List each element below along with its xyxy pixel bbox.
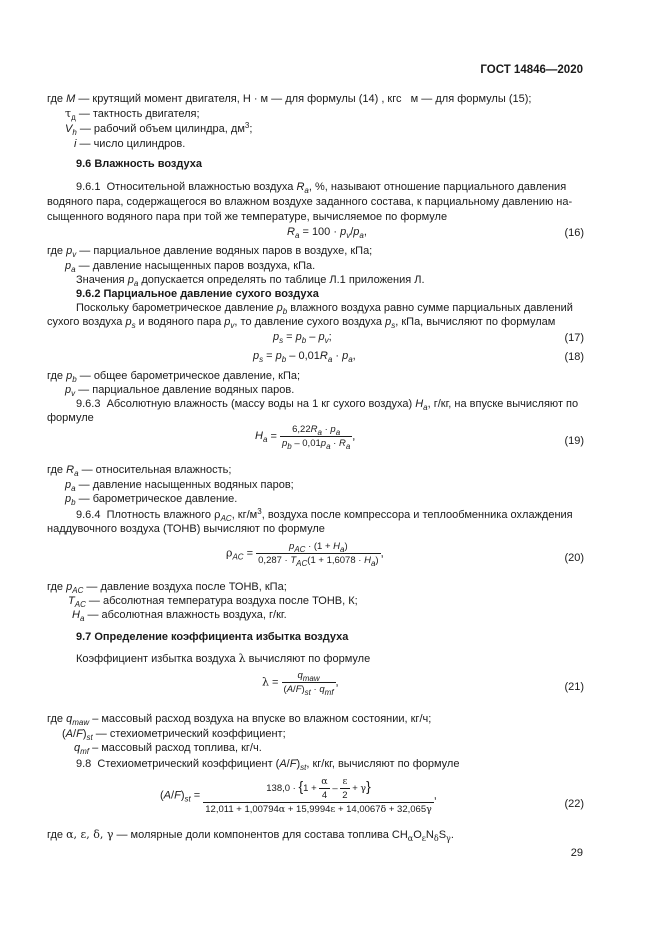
text-line: где $p_b$ — общее барометрическое давление, кПа; (47, 370, 301, 384)
equation-number: (16) (564, 227, 584, 239)
equation-18: $p_s = p_b - 0,01R_a \cdot p_a$, (253, 350, 356, 364)
equation-20: $\rho_{AC}$ = $\frac{p_{AC} \cdot (1 + H_a)}{0,287 \cdot T_{AC}(1 + 1,6078 \cdot H_a)}$ , (226, 541, 384, 568)
text-line: $H_a$ — абсолютная влажность воздуха, г/кг. (72, 609, 287, 623)
text-line: $\tau_д$ — тактность двигателя; (65, 107, 200, 122)
text-line: 9.6.3 Абсолютную влажность (массу воды на 1 кг сухого воздуха) $H_a$, г/кг, на впуске вычисляют по (76, 398, 579, 412)
section-heading: 9.6 Влажность воздуха (76, 158, 203, 170)
text-line: i — число цилиндров. (74, 138, 186, 150)
text-line: 9.8 Стехиометрический коэффициент $(A/F)_{st}$, кг/кг, вычисляют по формуле (76, 758, 460, 772)
text-line: $V_h$ — рабочий объем цилиндра, $дм^3$; (65, 121, 253, 137)
text-line: где $p_v$ — парциальное давление водяных паров в воздухе, кПа; (47, 245, 373, 259)
standard-number: ГОСТ 14846—2020 (480, 64, 583, 76)
text-line: Значения $p_a$ допускается определять по таблице Л.1 приложения Л. (76, 274, 425, 288)
text-line: Коэффициент избытка воздуха λ вычисляют по формуле (76, 652, 371, 665)
text-line: водяного пара, содержащегося во влажном воздухе заданного состава, к парциальному давлению на- (47, 196, 573, 208)
text-line: формуле (47, 412, 94, 424)
text-line: сухого воздуха $p_s$ и водяного пара $p_v$, то давление сухого воздуха $p_s$, кПа, вычисляют по формулам (47, 316, 556, 330)
equation-17: $p_s = p_b - p_v$; (273, 331, 332, 345)
text-line: $p_v$ — парциальное давление водяных паров. (65, 384, 295, 398)
text-line: где $p_{AC}$ — давление воздуха после ТОНВ, кПа; (47, 581, 287, 595)
equation-16: $R_a = 100 \cdot p_v/p_a$, (287, 226, 367, 240)
text-line: где M — крутящий момент двигателя, Н · м — для формулы (14) , кгс м — для формулы (15); (47, 93, 532, 105)
text-line: $T_{AC}$ — абсолютная температура воздуха после ТОНВ, К; (68, 595, 358, 609)
text-line: наддувочного воздуха (ТОНВ) вычисляют по формуле (47, 523, 325, 535)
equation-number: (21) (564, 681, 584, 693)
text-line: сыщенного водяного пара при той же температуре, вычисляемое по формуле (47, 211, 448, 223)
equation-number: (22) (564, 798, 584, 810)
equation-number: (17) (564, 332, 584, 344)
text-line: $p_a$ — давление насыщенных водяных паров; (65, 479, 294, 493)
equation-21: λ = $\frac{q_{maw}}{(A/F)_{st} \cdot q_{mf}}$ , (262, 670, 339, 697)
equation-19: $H_a$ = $\frac{6,22R_a \cdot p_a}{p_b - 0,01p_a \cdot R_a}$ , (255, 424, 356, 451)
equation-number: (18) (564, 351, 584, 363)
equation-number: (20) (564, 552, 584, 564)
page-number: 29 (570, 847, 583, 859)
text-line: 9.6.1 Относительной влажностью воздуха $R_a$, %, называют отношение парциального давления (76, 181, 567, 195)
text-line: где $R_a$ — относительная влажность; (47, 464, 232, 478)
text-line: 9.6.4 Плотность влажного $\rho_{AC}$, $кг/м^3$, воздуха после компрессора и теплообменника охлаждения (76, 507, 573, 523)
text-line: Поскольку барометрическое давление $p_b$ влажного воздуха равно сумме парциальных давлений (76, 302, 573, 316)
text-line: $p_b$ — барометрическое давление. (65, 493, 238, 507)
text-line: $p_a$ — давление насыщенных паров воздуха, кПа. (65, 260, 316, 274)
text-line: $q_{mf}$ – массовый расход топлива, кг/ч. (74, 742, 262, 756)
section-heading: 9.7 Определение коэффициента избытка воздуха (76, 631, 349, 643)
text-line: $(A/F)_{st}$ — стехиометрический коэффициент; (62, 728, 286, 742)
equation-number: (19) (564, 435, 584, 447)
text-line: где α, ε, δ, γ — молярные доли компонентов для состава топлива $CH_\alpha O_\varepsilon N_\delta S_\gamma$. (47, 828, 454, 843)
text-line: где $q_{maw}$ – массовый расход воздуха на впуске во влажном состоянии, кг/ч; (47, 713, 432, 727)
equation-22: $(A/F)_{st}$ = 138,0 · {1 + $\frac{\alpha}{4}$ – $\frac{\varepsilon}{2}$ + γ} 12,011 + 1,00794α + 15,9994ε + 14,0067δ + 32,065γ , (160, 776, 437, 815)
section-heading: 9.6.2 Парциальное давление сухого воздуха (76, 288, 319, 300)
